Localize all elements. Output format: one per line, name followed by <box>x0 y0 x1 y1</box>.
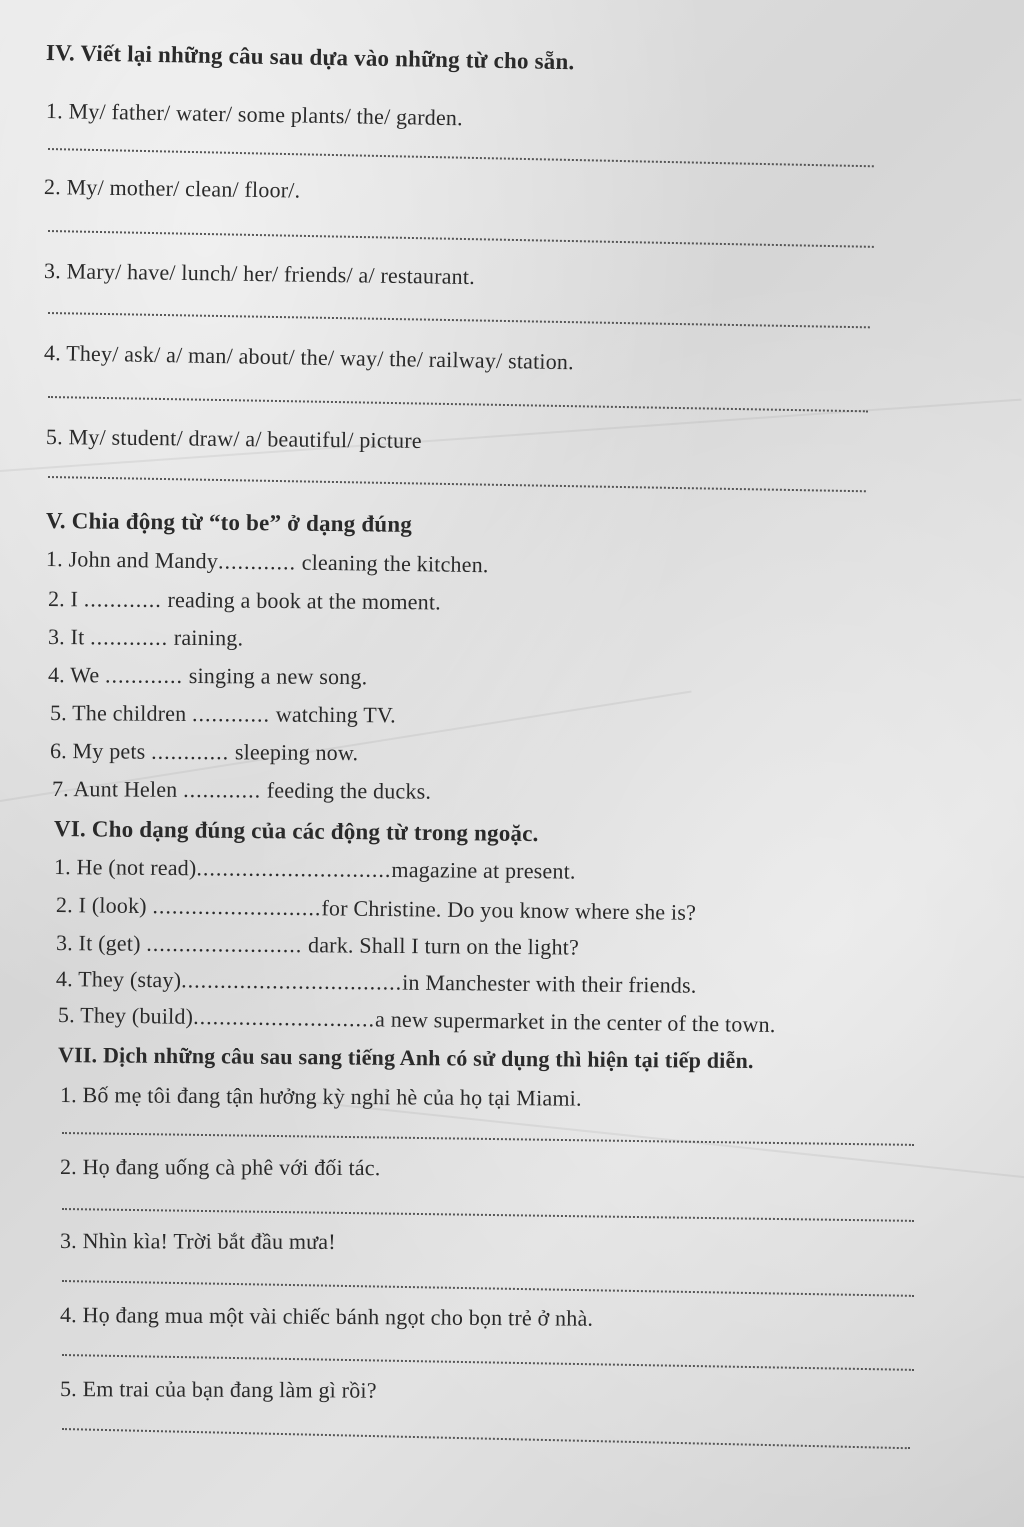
item-text: 1. He (not read) <box>53 854 197 881</box>
section5-item-7 <box>52 776 431 805</box>
section6-item-2 <box>56 892 696 926</box>
item-text: a new supermarket in the center of the town. <box>374 1006 776 1038</box>
section6-item-3 <box>56 930 579 961</box>
answer-line[interactable] <box>48 230 874 248</box>
section5-heading: V. Chia động từ “to be” ở dạng đúng <box>45 508 413 537</box>
item-text: cleaning the kitchen. <box>295 549 489 578</box>
item-text: for Christine. Do you know where she is? <box>321 895 697 925</box>
section7-item-4: 4. Họ đang mua một vài chiếc bánh ngọt cho bọn trẻ ở nhà. <box>59 1302 594 1331</box>
section6-item-5 <box>58 1002 776 1038</box>
item-text: 5. They (build) <box>57 1002 194 1029</box>
item-text: in Manchester with their friends. <box>402 969 697 998</box>
section4-item-2: 2. My/ mother/ clean/ floor/. <box>43 174 301 203</box>
section7-item-3: 3. Nhìn kìa! Trời bắt đầu mưa! <box>59 1228 336 1254</box>
item-text: 3. It <box>47 624 91 650</box>
answer-blank[interactable]: ............................ <box>193 1003 376 1032</box>
item-text: 4. We <box>47 662 106 688</box>
answer-line[interactable] <box>62 1132 914 1146</box>
item-text: singing a new song. <box>182 662 368 690</box>
section6-item-1 <box>54 854 576 885</box>
answer-blank[interactable]: ............ <box>151 738 230 765</box>
section6-item-4 <box>56 966 697 999</box>
item-text: 1. John and Mandy <box>45 546 219 574</box>
item-text: magazine at present. <box>391 856 576 884</box>
answer-blank[interactable]: ............ <box>83 586 162 612</box>
section5-item-4 <box>48 662 368 690</box>
section7-item-2: 2. Họ đang uống cà phê với đối tác. <box>59 1154 381 1181</box>
section5-item-5 <box>50 700 396 728</box>
answer-line[interactable] <box>48 396 868 412</box>
section5-item-1 <box>46 546 489 578</box>
paper-crease <box>300 1100 1024 1186</box>
answer-blank[interactable]: .................................. <box>181 967 403 995</box>
item-text: 2. I (look) <box>55 892 153 919</box>
answer-line[interactable] <box>48 148 874 167</box>
section4-item-3: 3. Mary/ have/ lunch/ her/ friends/ a/ restaurant. <box>43 258 476 290</box>
answer-line[interactable] <box>48 312 870 328</box>
answer-blank[interactable]: ............ <box>104 662 184 688</box>
item-text: dark. Shall I turn on the light? <box>302 932 580 960</box>
item-text: 6. My pets <box>49 738 152 764</box>
item-text: raining. <box>168 624 244 651</box>
answer-line[interactable] <box>62 1208 914 1222</box>
answer-blank[interactable]: ........................ <box>146 930 303 958</box>
item-text: feeding the ducks. <box>261 777 432 804</box>
section4-item-5: 5. My/ student/ draw/ a/ beautiful/ picture <box>45 424 422 453</box>
section4-item-4: 4. They/ ask/ a/ man/ about/ the/ way/ the/ railway/ station. <box>43 340 575 375</box>
section5-item-2 <box>48 586 441 615</box>
section7-heading: VII. Dịch những câu sau sang tiếng Anh có sử dụng thì hiện tại tiếp diễn. <box>57 1042 754 1074</box>
section5-item-6 <box>50 738 358 766</box>
answer-blank[interactable]: ............ <box>192 700 271 727</box>
item-text: 4. They (stay) <box>55 966 182 993</box>
answer-blank[interactable]: ............ <box>90 624 169 650</box>
item-text: sleeping now. <box>229 739 359 766</box>
answer-blank[interactable]: .......................... <box>152 893 322 921</box>
answer-blank[interactable]: ............ <box>183 776 262 803</box>
section4-item-1: 1. My/ father/ water/ some plants/ the/ garden. <box>45 98 464 131</box>
answer-line[interactable] <box>62 1428 910 1449</box>
section7-item-1: 1. Bố mẹ tôi đang tận hưởng kỳ nghỉ hè của họ tại Miami. <box>59 1082 582 1111</box>
answer-line[interactable] <box>62 1354 914 1371</box>
answer-blank[interactable]: .............................. <box>196 855 392 882</box>
section5-item-3 <box>48 624 243 651</box>
item-text: 7. Aunt Helen <box>51 776 184 802</box>
item-text: 2. I <box>47 586 84 612</box>
section4-heading: IV. Viết lại những câu sau dựa vào những từ cho sẵn. <box>45 40 575 75</box>
answer-line[interactable] <box>48 476 866 492</box>
item-text: 5. The children <box>49 700 193 726</box>
answer-blank[interactable]: ............ <box>217 548 297 575</box>
item-text: reading a book at the moment. <box>161 586 442 615</box>
section6-heading: VI. Cho dạng đúng của các động từ trong ngoặc. <box>53 816 539 847</box>
section7-item-5: 5. Em trai của bạn đang làm gì rồi? <box>59 1376 377 1403</box>
item-text: 3. It (get) <box>55 930 147 956</box>
answer-line[interactable] <box>62 1280 914 1297</box>
item-text: watching TV. <box>270 701 397 728</box>
